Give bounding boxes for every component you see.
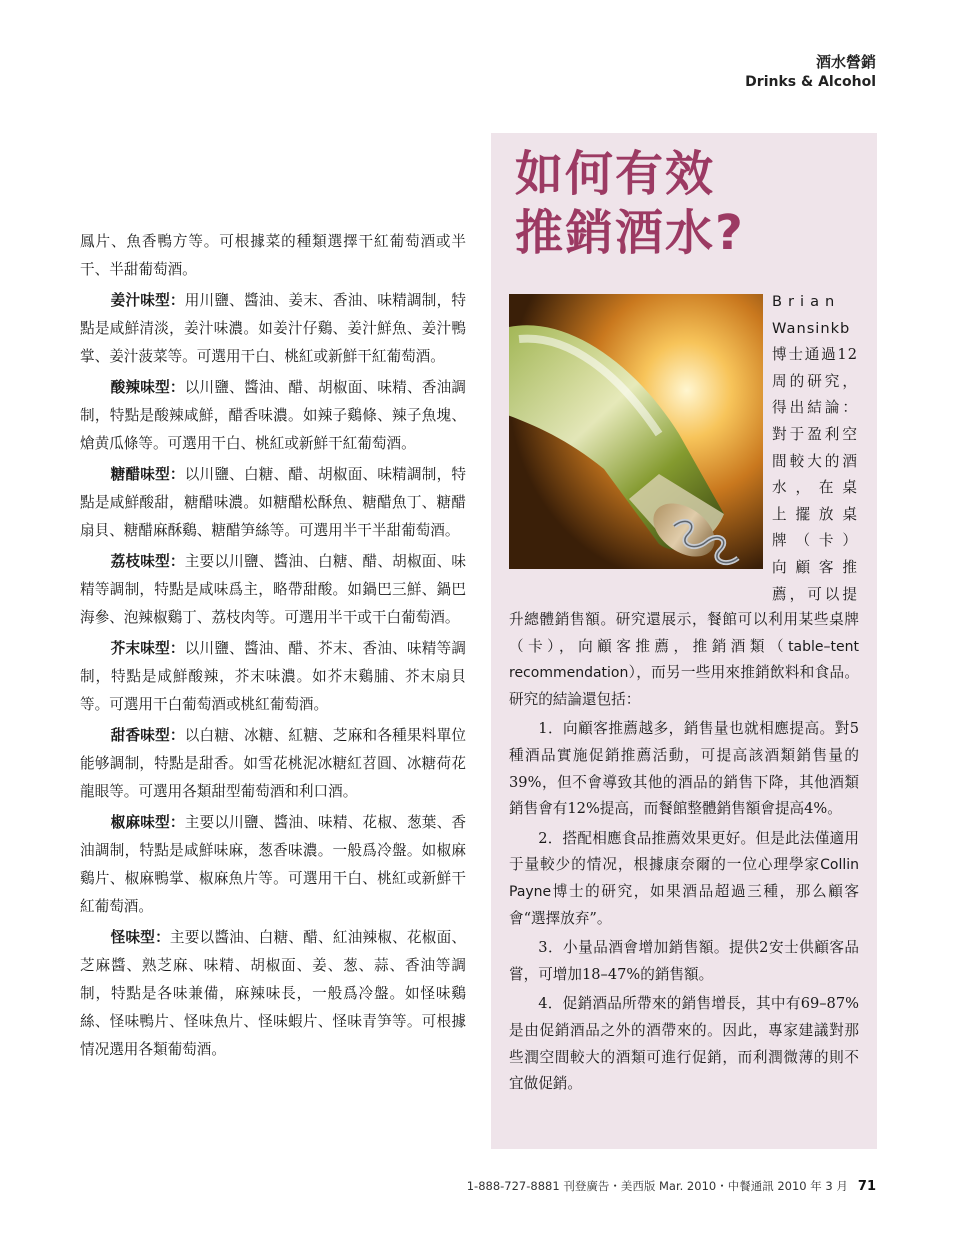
flavor-paragraph [80, 722, 466, 806]
flavor-term: 椒麻味型： [110, 814, 185, 831]
wine-bottle-photo [509, 294, 763, 569]
flavor-paragraph [80, 548, 466, 632]
flavor-text: 以川鹽、醬油、醋、胡椒面、味精、香油調制，特點是酸辣咸鮮，醋香味濃。如辣子鷄條、辣子魚塊、熗黄瓜條等。可選用干白、桃紅或新鮮干紅葡萄酒。 [80, 379, 466, 452]
flavor-term: 姜汁味型： [110, 292, 185, 309]
feature-paragraph-3 [509, 826, 859, 932]
flavor-text: 主要以川鹽、醬油、白糖、醋、胡椒面、味精等調制，特點是咸味爲主，略帶甜酸。如鍋巴三鮮、鍋巴海參、泡辣椒鷄丁、荔枝肉等。可選用半干或干白葡萄酒。 [80, 553, 466, 626]
flavor-term: 怪味型： [110, 929, 170, 946]
feature-title-line2: 推銷酒水? [515, 205, 745, 261]
author-first-name: Brian [772, 293, 841, 310]
author-last-name: Wansinkb [772, 319, 851, 337]
text-run: 2．搭配相應食品推薦效果更好。但是此法僅適用于量較少的情况，根據康奈爾的一位心理學家 [509, 829, 859, 874]
side-line: 得出結論： [772, 399, 858, 417]
feature-paragraph-4: 3．小量品酒會增加銷售額。提供2安士供顧客品嘗，可增加18–47%的銷售額。 [509, 939, 859, 983]
flavor-text: 以川鹽、醬油、醋、芥末、香油、味精等調制，特點是咸鮮酸辣，芥末味濃。如芥末鷄脯、芥末扇貝等。可選用干白葡萄酒或桃紅葡萄酒。 [80, 640, 466, 713]
section-title-zh: 酒水營銷 [815, 53, 876, 71]
flavor-paragraph [80, 635, 466, 719]
wine-bottle-corkscrew-icon [509, 294, 763, 569]
page-number: 71 [857, 1179, 876, 1194]
side-line: 牌（卡） [772, 532, 858, 550]
text-run: 博士的研究，如果酒品超過三種，那么顧客會“選擇放弃”。 [509, 882, 859, 927]
side-line: 薦，可以提 [772, 585, 858, 603]
flavor-paragraph [80, 461, 466, 545]
left-intro-paragraph: 鳳片、魚香鴨方等。可根據菜的種類選擇干紅葡萄酒或半干、半甜葡萄酒。 [80, 233, 466, 278]
english-term: table–tent recommendation [509, 638, 859, 682]
footer-text: 1-888-727-8881 刊登廣告・美西版 Mar. 2010・中餐通訊 2010 年 3 月 [466, 1179, 848, 1193]
side-line: 周的研究， [772, 372, 858, 390]
section-header [745, 52, 876, 92]
flavor-text: 以川鹽、白糖、醋、胡椒面、味精調制，特點是咸鮮酸甜，糖醋味濃。如糖醋松酥魚、糖醋魚丁、糖醋扇貝、糖醋麻酥鷄、糖醋笋絲等。可選用半干半甜葡萄酒。 [80, 466, 466, 539]
feature-body [509, 607, 859, 1101]
side-line: 水，在桌 [772, 479, 858, 497]
sidebar-text [772, 289, 858, 608]
flavor-term: 芥末味型： [110, 640, 185, 657]
text-run: 升總體銷售額。研究還展示，餐館可以利用某些桌牌（卡），向顧客推薦，推銷酒類（ [509, 611, 859, 655]
flavor-text: 主要以川鹽、醬油、味精、花椒、葱葉、香油調制，特點是咸鮮味麻，葱香味濃。一般爲冷盤。如椒麻鷄片、椒麻鴨掌、椒麻魚片等。可選用干白、桃紅或新鮮干紅葡萄酒。 [80, 814, 466, 915]
english-name: Collin Payne [509, 857, 859, 900]
side-line: 對于盈利空 [772, 425, 858, 443]
side-line: 上擺放桌 [772, 505, 858, 523]
flavor-paragraph [80, 287, 466, 371]
flavor-text: 用川鹽、醬油、姜末、香油、味精調制，特點是咸鮮清淡，姜汁味濃。如姜汁仔鷄、姜汁鮮魚、姜汁鴨掌、姜汁菠菜等。可選用干白、桃紅或新鮮干紅葡萄酒。 [80, 292, 466, 365]
flavor-text: 以白糖、冰糖、紅糖、芝麻和各種果料單位能够調制，特點是甜香。如雪花桃泥冰糖紅苕圓、冰糖荷花龍眼等。可選用各類甜型葡萄酒和利口酒。 [80, 727, 466, 800]
flavor-paragraph [80, 809, 466, 921]
side-line: 間較大的酒 [772, 452, 858, 470]
flavor-term: 甜香味型： [110, 727, 185, 744]
feature-box [491, 133, 877, 1149]
flavor-term: 糖醋味型： [110, 466, 185, 483]
feature-paragraph-1 [509, 607, 859, 713]
page-footer [467, 1178, 876, 1194]
feature-paragraph-5: 4．促銷酒品所帶來的銷售增長，其中有69–87%是由促銷酒品之外的酒帶來的。因此，專家建議對那些潤空間較大的酒類可進行促銷，而利潤微薄的則不宜做促銷。 [509, 995, 859, 1093]
text-run: ），而另一些用來推銷飲料和食品。研究的結論還包括： [509, 664, 859, 708]
side-line: 向顧客推 [772, 558, 858, 576]
side-line: 博士通過12 [772, 346, 858, 364]
feature-paragraph-2: 1．向顧客推薦越多，銷售量也就相應提高。對5種酒品實施促銷推薦活動，可提高該酒類銷售量的39%，但不會導致其他的酒品的銷售下降，其他酒類銷售會有12%提高，而餐館整體銷售額會提高4%。 [509, 720, 859, 818]
flavor-paragraph [80, 924, 466, 1064]
flavor-term: 荔枝味型： [110, 553, 185, 570]
section-title-en: Drinks & Alcohol [745, 74, 876, 90]
flavor-term: 酸辣味型： [110, 379, 185, 396]
feature-title-line1: 如何有效 [515, 146, 716, 202]
feature-title [515, 145, 745, 263]
flavor-text: 主要以醬油、白糖、醋、紅油辣椒、花椒面、芝麻醬、熟芝麻、味精、胡椒面、姜、葱、蒜、香油等調制，特點是各味兼備，麻辣味長，一般爲冷盤。如怪味鷄絲、怪味鴨片、怪味魚片、怪味蝦片、怪味青笋等。可根據情况選用各類葡萄酒。 [80, 929, 466, 1058]
flavor-paragraph [80, 374, 466, 458]
left-column [80, 228, 466, 1067]
